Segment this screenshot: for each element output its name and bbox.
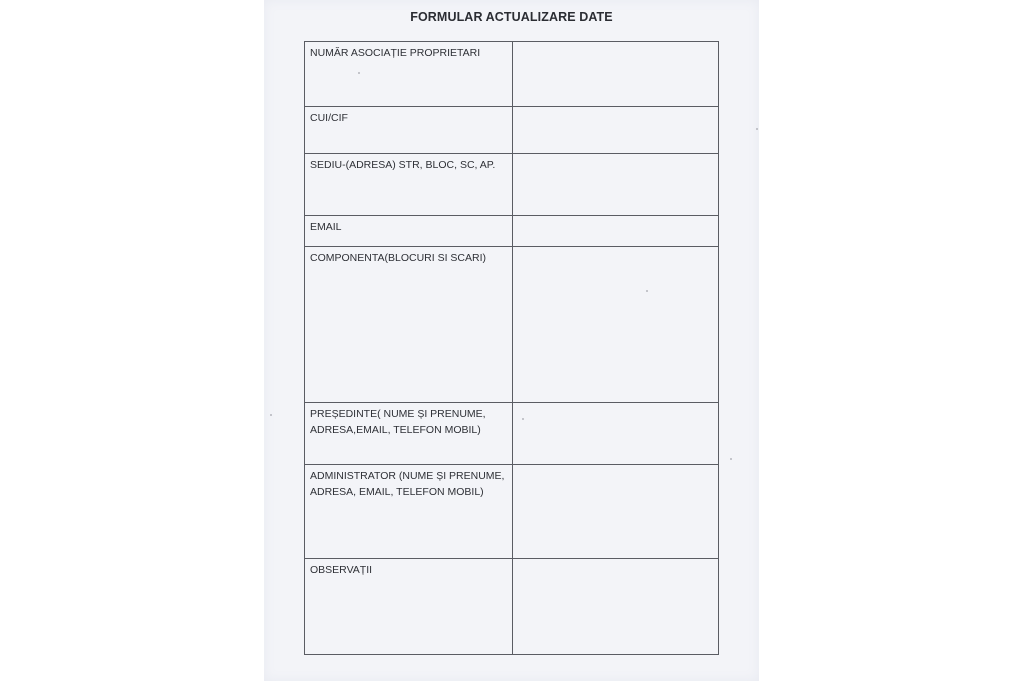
value-headquarters-address[interactable] <box>513 154 719 216</box>
value-email[interactable] <box>513 216 719 247</box>
data-update-form-table <box>304 41 719 655</box>
label-headquarters-address: SEDIU-(ADRESA) STR, BLOC, SC, AP. <box>305 154 513 216</box>
label-cui-cif: CUI/CIF <box>305 107 513 154</box>
value-association-number[interactable] <box>513 42 719 107</box>
paper-speck <box>646 290 648 292</box>
form-row-cui-cif <box>305 107 719 154</box>
form-row-observations <box>305 559 719 655</box>
form-title: FORMULAR ACTUALIZARE DATE <box>410 10 613 24</box>
value-administrator[interactable] <box>513 465 719 559</box>
value-president[interactable] <box>513 403 719 465</box>
label-observations: OBSERVAȚII <box>305 559 513 655</box>
label-email: EMAIL <box>305 216 513 247</box>
form-row-headquarters-address <box>305 154 719 216</box>
value-components[interactable] <box>513 247 719 403</box>
form-row-components <box>305 247 719 403</box>
paper-speck <box>270 414 272 416</box>
paper-speck <box>522 418 524 420</box>
label-administrator: ADMINISTRATOR (NUME ȘI PRENUME, ADRESA, EMAIL, TELEFON MOBIL) <box>305 465 513 559</box>
form-row-administrator <box>305 465 719 559</box>
form-row-email <box>305 216 719 247</box>
value-observations[interactable] <box>513 559 719 655</box>
paper-speck <box>756 128 758 130</box>
paper-speck <box>730 458 732 460</box>
paper-speck <box>358 72 360 74</box>
label-president: PREȘEDINTE( NUME ȘI PRENUME, ADRESA,EMAIL, TELEFON MOBIL) <box>305 403 513 465</box>
label-association-number: NUMĂR ASOCIAȚIE PROPRIETARI <box>305 42 513 107</box>
value-cui-cif[interactable] <box>513 107 719 154</box>
form-row-association-number <box>305 42 719 107</box>
label-components: COMPONENTA(BLOCURI SI SCARI) <box>305 247 513 403</box>
form-row-president <box>305 403 719 465</box>
